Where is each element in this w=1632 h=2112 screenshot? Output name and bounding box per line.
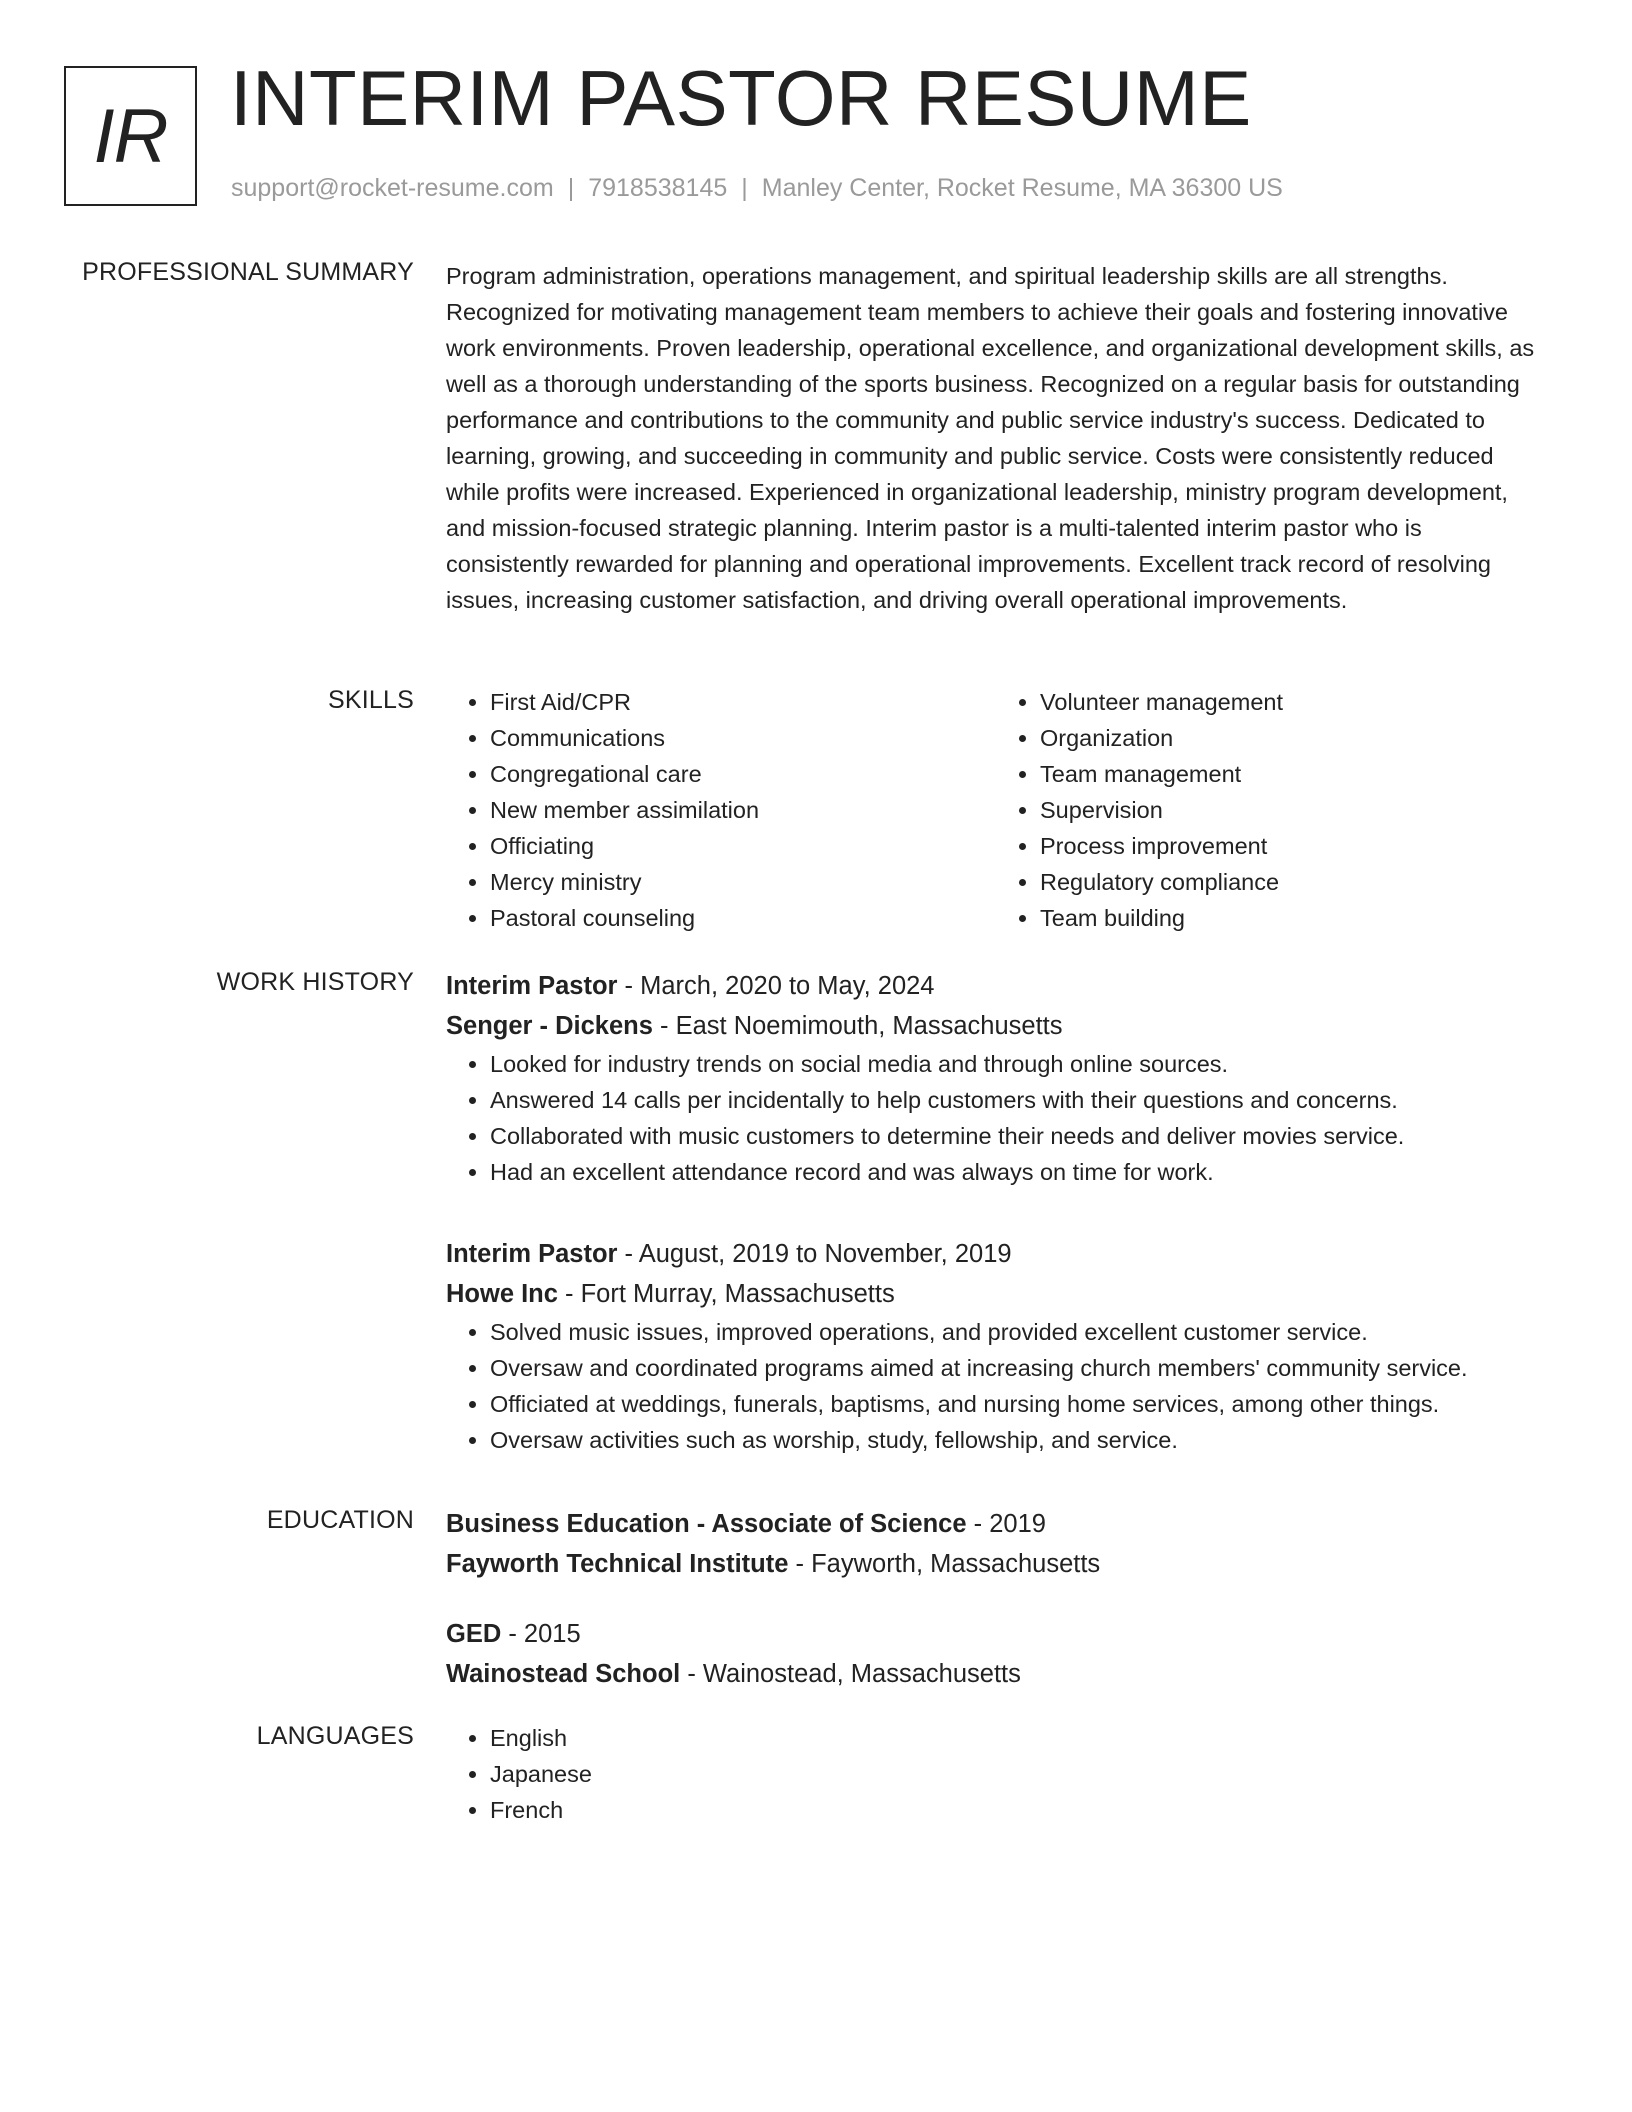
list-item: • Collaborated with music customers to determine their needs and deliver movies service. [490,1118,1546,1154]
summary-text: Program administration, operations management, and spiritual leadership skills are all strengths. Recognized for motivating management team members to achieve their goals and fostering innovative work environments. Proven leadership, operational excellence, and organizational development skills, as well as a thorough understanding of the sports business. Recognized on a regular basis for outstanding performance and contributions to the community and public service industry's success. Dedicated to learning, growing, and succeeding in community and public service. Costs were consistently reduced while profits were increased. Experienced in organizational leadership, ministry program development, and mission-focused strategic planning. Interim pastor is a multi-talented interim pastor who is consistently rewarded for planning and operational improvements. Excellent track record of resolving issues, increasing customer satisfaction, and driving overall operational improvements. [446,263,1535,613]
list-item: • Oversaw activities such as worship, study, fellowship, and service. [490,1422,1546,1458]
list-item: • Officiated at weddings, funerals, baptisms, and nursing home services, among other things. [490,1386,1546,1422]
list-item: • Looked for industry trends on social media and through online sources. [490,1046,1546,1082]
monogram-initials: IR [93,93,168,179]
contact-address: Manley Center, Rocket Resume, MA 36300 US [761,174,1283,202]
job-company-line [446,1006,1546,1046]
job-entry [446,1234,1546,1458]
list-item: • Team building [1040,900,1546,936]
contact-phone: 7918538145 [588,174,728,202]
list-item: • English [490,1720,1546,1756]
list-item: • French [490,1792,1546,1828]
job-dates: - August, 2019 to November, 2019 [617,1240,1012,1268]
skills-list-right [996,684,1546,936]
degree-year: - 2015 [501,1620,581,1648]
work-history-heading: WORK HISTORY [216,968,414,996]
job-title: Interim Pastor [446,972,618,1000]
school-location: - Wainostead, Massachusetts [680,1660,1021,1688]
list-item: • Congregational care [490,756,996,792]
list-item: • Oversaw and coordinated programs aimed at increasing church members' community service. [490,1350,1546,1386]
skills-list-left [446,684,996,936]
school: Wainostead School [446,1660,681,1688]
job-title-line [446,966,1546,1006]
list-item: • Volunteer management [1040,684,1546,720]
job-location: - East Noemimouth, Massachusetts [652,1012,1063,1040]
list-item: • Solved music issues, improved operations, and provided excellent customer service. [490,1314,1546,1350]
education-entry [446,1504,1546,1584]
education-entry [446,1614,1546,1694]
job-dates: - March, 2020 to May, 2024 [617,972,935,1000]
contact-separator: | [567,174,575,202]
list-item: • Regulatory compliance [1040,864,1546,900]
list-item: • First Aid/CPR [490,684,996,720]
job-duties [446,1314,1546,1458]
languages-list [446,1720,1546,1828]
list-item: • Japanese [490,1756,1546,1792]
job-company: Howe Inc [446,1280,558,1308]
degree-year: - 2019 [966,1510,1046,1538]
list-item: • Officiating [490,828,996,864]
list-item: • Process improvement [1040,828,1546,864]
job-location: - Fort Murray, Massachusetts [557,1280,895,1308]
contact-email: support@rocket-resume.com [231,174,554,202]
list-item: • Communications [490,720,996,756]
school-location: - Fayworth, Massachusetts [788,1550,1101,1578]
degree: Business Education - Associate of Science [446,1510,967,1538]
list-item: • Had an excellent attendance record and was always on time for work. [490,1154,1546,1190]
contact-line [231,174,1283,203]
summary-heading: PROFESSIONAL SUMMARY [82,258,414,286]
job-duties [446,1046,1546,1190]
degree-line [446,1504,1546,1544]
job-entry [446,966,1546,1190]
job-company: Senger - Dickens [446,1012,653,1040]
list-item: • Mercy ministry [490,864,996,900]
contact-separator: | [741,174,748,202]
job-title: Interim Pastor [446,1240,618,1268]
list-item: • New member assimilation [490,792,996,828]
degree: GED [446,1620,502,1648]
job-company-line [446,1274,1546,1314]
resume-title: INTERIM PASTOR RESUME [230,54,1252,142]
school-line [446,1544,1546,1584]
degree-line [446,1614,1546,1654]
list-item: • Organization [1040,720,1546,756]
job-title-line [446,1234,1546,1274]
list-item: • Supervision [1040,792,1546,828]
skills-heading: SKILLS [328,686,414,714]
languages-heading: LANGUAGES [256,1722,414,1750]
list-item: • Pastoral counseling [490,900,996,936]
school: Fayworth Technical Institute [446,1550,789,1578]
education-heading: EDUCATION [266,1506,414,1534]
school-line [446,1654,1546,1694]
list-item: • Answered 14 calls per incidentally to help customers with their questions and concerns. [490,1082,1546,1118]
list-item: • Team management [1040,756,1546,792]
monogram-badge [64,66,197,206]
